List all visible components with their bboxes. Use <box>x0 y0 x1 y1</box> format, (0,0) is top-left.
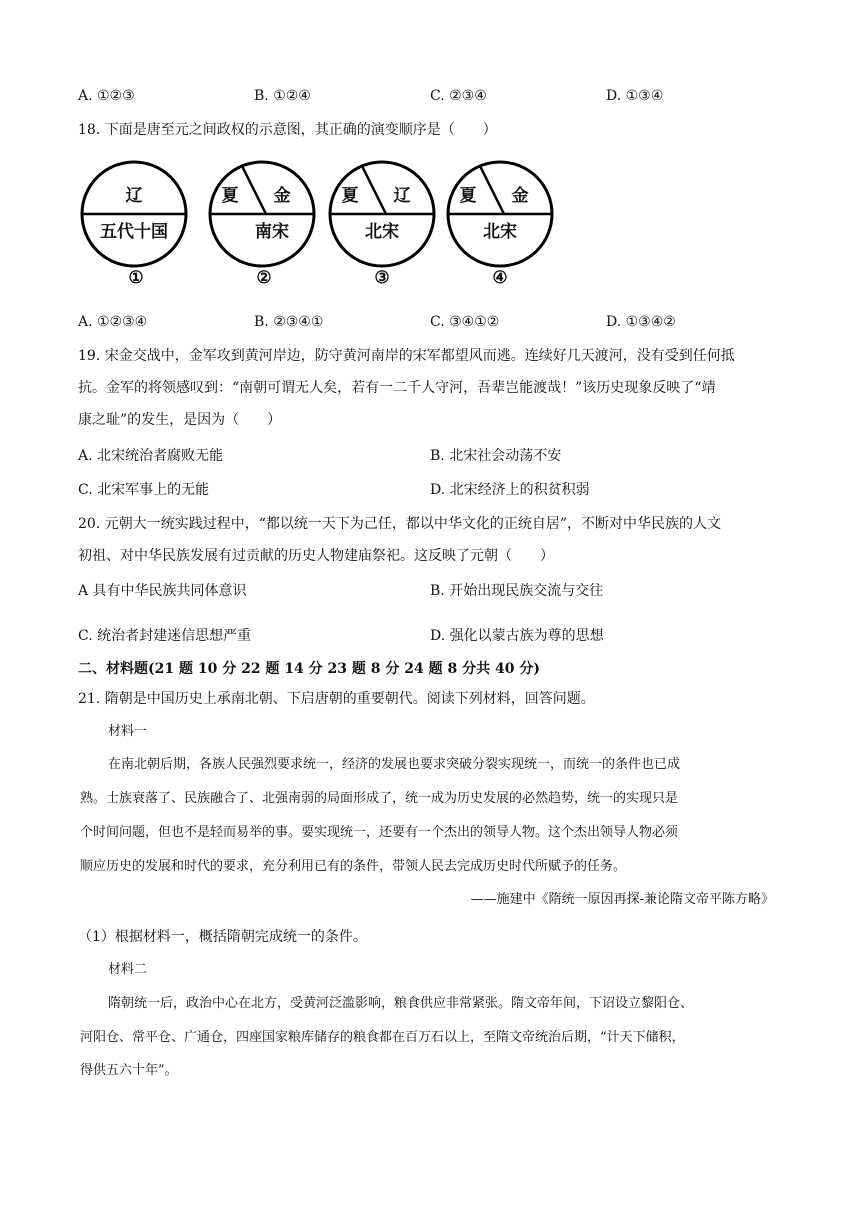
circle-1-bottom-label: 五代十国 <box>100 222 168 242</box>
circle-4 <box>448 162 552 266</box>
circle-4-left-label: 夏 <box>459 186 477 206</box>
material-2-title: 材料二 <box>108 962 148 977</box>
q20-option-d: D. 强化以蒙古族为尊的思想 <box>430 628 604 644</box>
q20-line-1: 20. 元朝大一统实践过程中，“都以统一天下为己任，都以中华文化的正统自居”，不断对中华民族的人文 <box>78 516 722 532</box>
material-2-line-1: 隋朝统一后，政治中心在北方，受黄河泛滥影响，粮食供应非常紧张。隋文帝年间，下诏设立黎阳仓、 <box>108 996 694 1011</box>
material-1-line-3: 个时间问题，但也不是轻而易举的事。要实现统一，还要有一个杰出的领导人物。这个杰出领导人物必须 <box>80 825 679 840</box>
q19-option-c: C. 北宋军事上的无能 <box>78 482 210 498</box>
q17-option-b: B. ①②④ <box>254 88 311 104</box>
circle-3-left-label: 夏 <box>341 186 359 206</box>
material-1-line-4: 顺应历史的发展和时代的要求，充分利用已有的条件，带领人民去完成历史时代所赋予的任务。 <box>80 859 627 874</box>
material-1-line-1: 在南北朝后期，各族人民强烈要求统一，经济的发展也要求突破分裂实现统一，而统一的条件也已成 <box>108 757 681 772</box>
q19-line-3: 康之耻”的发生，是因为（ ） <box>78 412 282 428</box>
q17-option-a: A. ①②③ <box>78 88 135 104</box>
q19-option-b: B. 北宋社会动荡不安 <box>430 448 562 464</box>
q19-line-1: 19. 宋金交战中，金军攻到黄河岸边，防守黄河南岸的宋军都望风而逃。连续好几天渡河，没有受到任何抵 <box>78 348 735 364</box>
circle-1-top-label: 辽 <box>125 186 143 206</box>
circle-4-number: ④ <box>492 268 508 288</box>
circle-3-number: ③ <box>374 268 390 288</box>
q20-option-c: C. 统治者封建迷信思想严重 <box>78 628 252 644</box>
circle-1-number: ① <box>128 268 144 288</box>
material-1-source: ——施建中《隋统一原因再探-兼论隋文帝平陈方略》 <box>470 892 774 907</box>
circle-3 <box>330 162 434 266</box>
circle-4-right-label: 金 <box>511 186 529 206</box>
q19-line-2: 抗。金军的将领感叹到：“南朝可谓无人矣，若有一二千人守河，吾辈岂能渡哉！”该历史现象反映了“靖 <box>78 380 716 396</box>
material-2-line-3: 得供五六十年”。 <box>80 1063 178 1078</box>
circle-2-bottom-label: 南宋 <box>255 222 289 242</box>
circle-2-number: ② <box>256 268 272 288</box>
circle-4-bottom-label: 北宋 <box>483 222 517 242</box>
circle-2-left-label: 夏 <box>221 186 239 206</box>
q17-option-d: D. ①③④ <box>606 88 664 104</box>
material-1-line-2: 熟。士族衰落了、民族融合了、北强南弱的局面形成了，统一成为历史发展的必然趋势，统一的实现只是 <box>80 791 679 806</box>
material-1-title: 材料一 <box>108 724 148 739</box>
q20-option-b: B. 开始出现民族交流与交往 <box>430 583 604 599</box>
q20-line-2: 初祖、对中华民族发展有过贡献的历史人物建庙祭祀。这反映了元朝（ ） <box>78 548 554 564</box>
q18-option-c: C. ③④①② <box>430 314 500 330</box>
circle-2-right-label: 金 <box>273 186 291 206</box>
q18-stem: 18. 下面是唐至元之间政权的示意图，其正确的演变顺序是（ ） <box>78 122 497 138</box>
circle-3-right-label: 辽 <box>393 186 411 206</box>
q18-option-d: D. ①③④② <box>606 314 676 330</box>
circle-3-bottom-label: 北宋 <box>365 222 399 242</box>
circle-2 <box>210 162 314 266</box>
q18-option-a: A. ①②③④ <box>78 314 148 330</box>
circle-1 <box>82 162 186 266</box>
material-2-line-2: 河阳仓、常平仓、广通仓，四座国家粮库储存的粮食都在百万石以上，至隋文帝统治后期，“计天下储积， <box>80 1030 685 1045</box>
q21-question-1: （1）根据材料一，概括隋朝完成统一的条件。 <box>78 929 367 945</box>
q21-stem: 21. 隋朝是中国历史上承南北朝、下启唐朝的重要朝代。阅读下列材料，回答问题。 <box>78 691 595 707</box>
q17-option-c: C. ②③④ <box>430 88 487 104</box>
q20-option-a: A 具有中华民族共同体意识 <box>78 583 247 599</box>
q18-option-b: B. ②③④① <box>254 314 324 330</box>
q19-option-d: D. 北宋经济上的积贫积弱 <box>430 482 590 498</box>
q19-option-a: A. 北宋统治者腐败无能 <box>78 448 224 464</box>
section-2-title: 二、材料题(21 题 10 分 22 题 14 分 23 题 8 分 24 题 8 分共 40 分) <box>78 661 540 677</box>
